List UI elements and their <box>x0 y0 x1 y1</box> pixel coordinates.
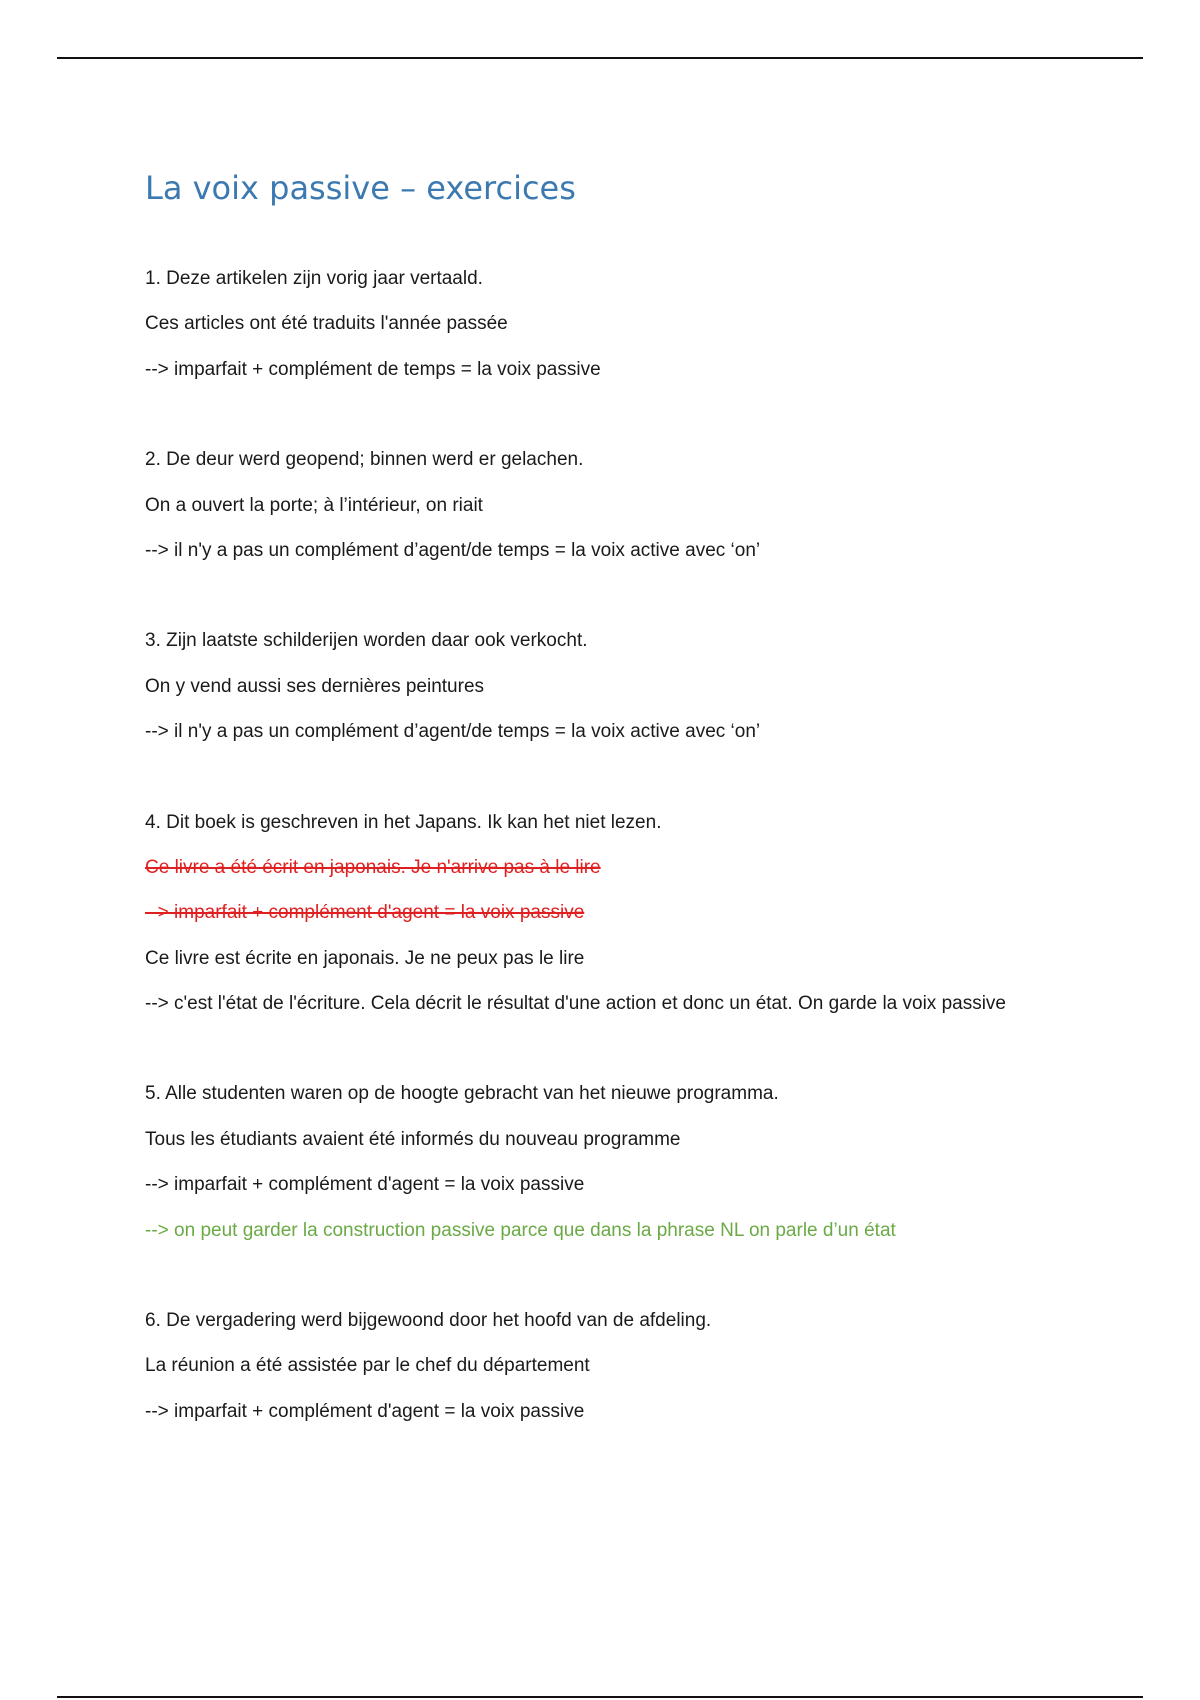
translation-line: Tous les étudiants avaient été informés du nouveau programme <box>145 1128 681 1150</box>
translation-line: On a ouvert la porte; à l’intérieur, on riait <box>145 494 483 516</box>
struck-answer-line: Ce livre a été écrit en japonais. Je n'arrive pas à le lire <box>145 856 601 878</box>
translation-line: On y vend aussi ses dernières peintures <box>145 675 485 697</box>
exercise-question: 6. De vergadering werd bijgewoond door het hoofd van de afdeling. <box>145 1310 712 1332</box>
struck-answer-line: --> imparfait + complément d'agent = la voix passive <box>145 902 585 924</box>
exercise-1 <box>145 256 1145 392</box>
teacher-note-line: --> on peut garder la construction passive parce que dans la phrase NL on parle d’un état <box>145 1219 896 1241</box>
exercise-list <box>145 256 1145 1434</box>
exercise-question: 2. De deur werd geopend; binnen werd er gelachen. <box>145 449 584 471</box>
exercise-3 <box>145 618 1145 754</box>
exercise-4 <box>145 800 1145 1027</box>
footer-rule <box>57 1696 1143 1698</box>
explanation-line: --> imparfait + complément d'agent = la voix passive <box>145 1174 585 1196</box>
explanation-line: --> il n'y a pas un complément d’agent/de temps = la voix active avec ‘on’ <box>145 539 761 561</box>
translation-line: Ces articles ont été traduits l'année passée <box>145 313 508 335</box>
translation-line: La réunion a été assistée par le chef du département <box>145 1355 590 1377</box>
exercise-question: 4. Dit boek is geschreven in het Japans. Ik kan het niet lezen. <box>145 811 662 833</box>
exercise-2 <box>145 437 1145 573</box>
translation-line: Ce livre est écrite en japonais. Je ne peux pas le lire <box>145 947 585 969</box>
header-rule <box>57 57 1143 59</box>
document-body <box>145 160 1145 1434</box>
exercise-question: 5. Alle studenten waren op de hoogte gebracht van het nieuwe programma. <box>145 1083 779 1105</box>
explanation-line: --> imparfait + complément de temps = la voix passive <box>145 358 601 380</box>
exercise-6 <box>145 1298 1145 1434</box>
explanation-line: --> il n'y a pas un complément d’agent/de temps = la voix active avec ‘on’ <box>145 721 761 743</box>
explanation-line: --> imparfait + complément d'agent = la voix passive <box>145 1400 585 1422</box>
exercise-question: 1. Deze artikelen zijn vorig jaar vertaald. <box>145 268 483 289</box>
exercise-question: 3. Zijn laatste schilderijen worden daar ook verkocht. <box>145 630 588 652</box>
exercise-5 <box>145 1071 1145 1253</box>
page-title: La voix passive – exercices <box>145 169 576 207</box>
explanation-line: --> c'est l'état de l'écriture. Cela décrit le résultat d'une action et donc un état. On garde la voix passive <box>145 993 1006 1015</box>
